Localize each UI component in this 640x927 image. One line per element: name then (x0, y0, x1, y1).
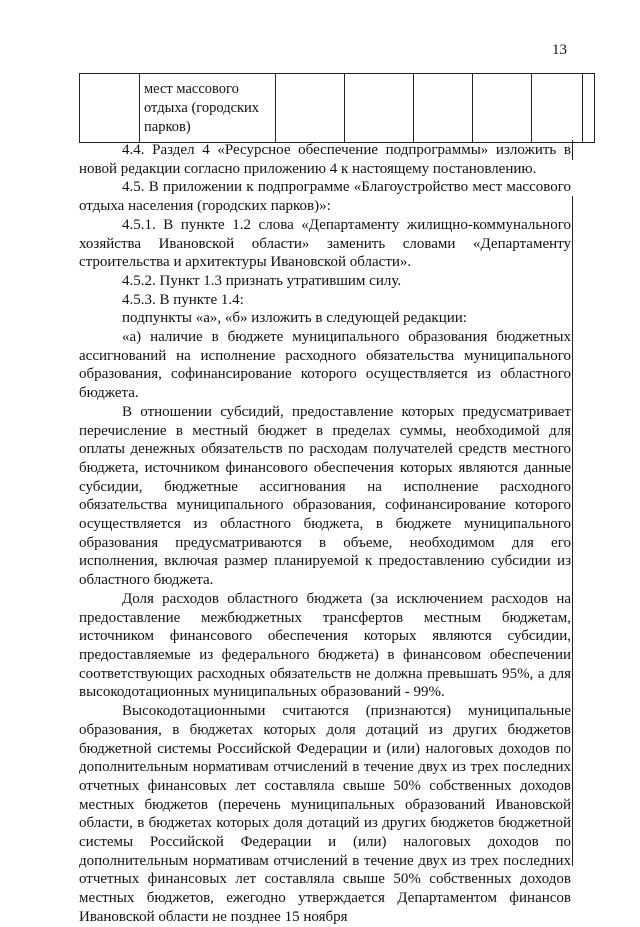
paragraph-4-5-1: 4.5.1. В пункте 1.2 слова «Департаменту жилищно-коммунального хозяйства Ивановской области» заменить словами «Департаменту строительства и архитектуры Ивановской области». (79, 216, 571, 271)
table-cell (414, 74, 473, 143)
table-cell (532, 74, 583, 143)
paragraph-4-5-2: 4.5.2. Пункт 1.3 признать утратившим силу. (122, 272, 402, 289)
table-fragment (79, 73, 595, 143)
margin-line (572, 196, 573, 866)
table-cell (583, 74, 595, 143)
paragraph-subitems: подпункты «а», «б» изложить в следующей редакции: (122, 310, 467, 327)
margin-line (572, 140, 573, 160)
paragraph-4-5-3: 4.5.3. В пункте 1.4: (122, 291, 244, 308)
table-cell (276, 74, 345, 143)
table-cell (473, 74, 532, 143)
paragraph-share: Доля расходов областного бюджета (за исключением расходов на предоставление межбюджетных трансфертов местным бюджетам, источником финансового обеспечения которых являются субсидии, предоставляемые из федерального бюджета) в финансовом обеспечении соответствующих расходных обязательств не должна превышать 95%, а для высокодотационных муниципальных образований - 99%. (79, 590, 571, 701)
document-body (79, 141, 571, 927)
table-cell-places: мест массового отдыха (городских парков) (140, 74, 276, 143)
paragraph-4-5: 4.5. В приложении к подпрограмме «Благоустройство мест массового отдыха населения (городских парков)»: (79, 179, 571, 215)
table-row (80, 74, 595, 143)
paragraph-high-subsidy: Высокодотационными считаются (признаются) муниципальные образования, в бюджетах которых доля дотаций из других бюджетов бюджетной системы Российской Федерации и (или) налоговых доходов по дополнительным нормативам отчислений в течение двух из трех последних отчетных финансовых лет составляла свыше 50% собственных доходов местных бюджетов (перечень муниципальных образований Ивановской области, в бюджетах которых доля дотаций из других бюджетов бюджетной системы Российской Федерации и (или) налоговых доходов по дополнительным нормативам отчислений в течение двух из трех последних отчетных финансовых лет составляла свыше 50% собственных доходов местных бюджетов, ежегодно утверждается Департаментом финансов Ивановской области не позднее 15 ноября (79, 703, 571, 925)
table-cell (345, 74, 414, 143)
paragraph-4-4: 4.4. Раздел 4 «Ресурсное обеспечение подпрограммы» изложить в новой редакции согласно приложению 4 к настоящему постановлению. (79, 142, 571, 177)
paragraph-subitem-a: «а) наличие в бюджете муниципального образования бюджетных ассигнований на исполнение расходного обязательства муниципального образования, софинансирование которого осуществляется из областного бюджета. (79, 329, 571, 402)
paragraph-subsidies: В отношении субсидий, предоставление которых предусматривает перечисление в местный бюджет в пределах суммы, необходимой для оплаты денежных обязательств по расходам получателей средств местного бюджета, источником финансового обеспечения которых являются данные субсидии, бюджетные ассигнования на исполнение расходного обязательства муниципального образования, софинансирование которого осуществляется из областного бюджета, в бюджете муниципального образования предусматриваются в объеме, необходимом для его исполнения, включая размер планируемой к предоставлению субсидии из областного бюджета. (79, 403, 571, 589)
page-number: 13 (552, 42, 567, 58)
table-cell (80, 74, 140, 143)
